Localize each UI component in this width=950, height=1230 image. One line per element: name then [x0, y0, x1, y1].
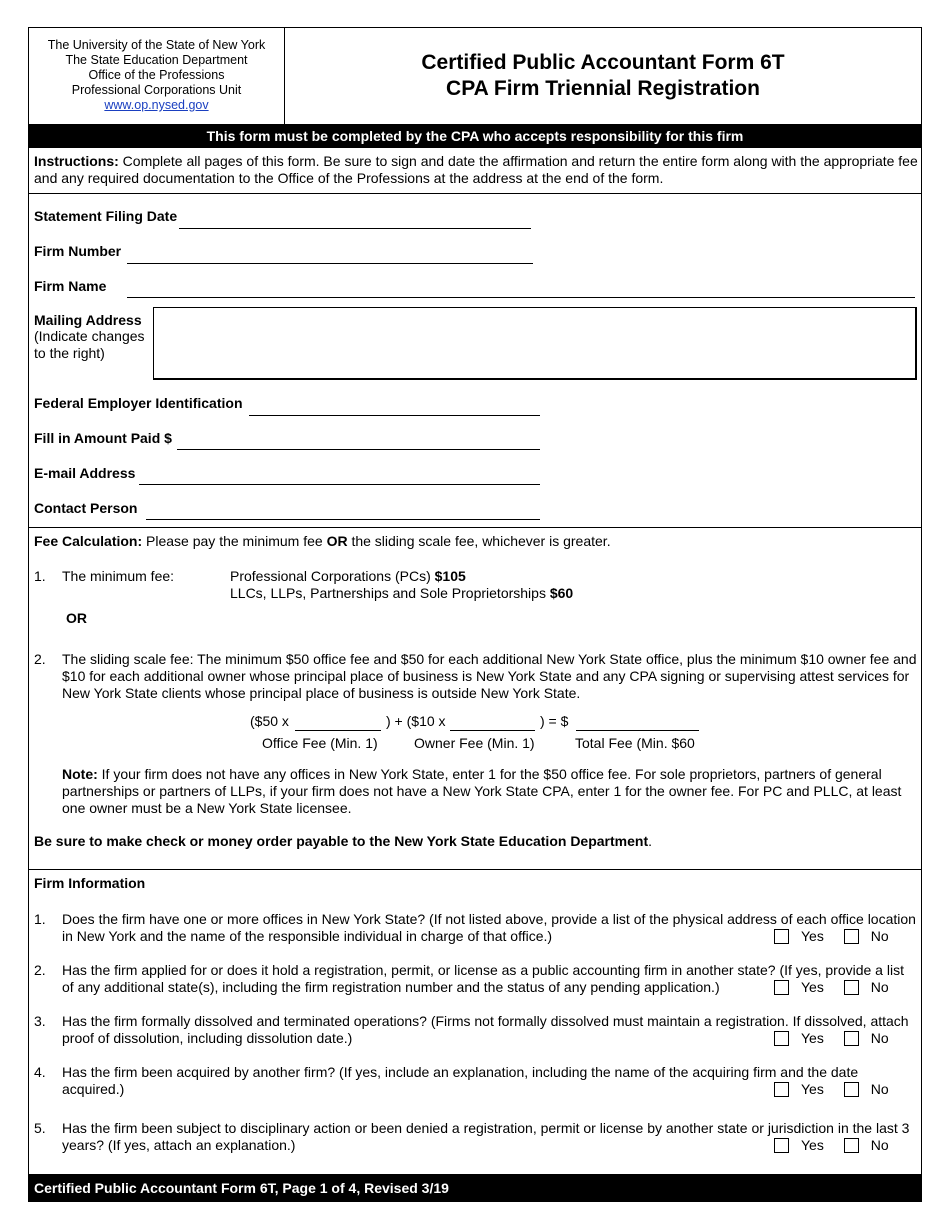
firm-number-label: Firm Number [34, 243, 122, 259]
llc-fee-amount: $60 [549, 585, 574, 601]
form-title [285, 28, 921, 124]
mailing-address-note: (Indicate changes [34, 328, 145, 344]
divider [29, 193, 921, 194]
fee-intro-text: the sliding scale fee, whichever is greater. [347, 533, 611, 549]
formula-owner: ) + ($10 x [386, 713, 446, 729]
question-text: of any additional state(s), including the firm registration number and the status of any pending application.) [62, 979, 720, 995]
yes-label: Yes [801, 1081, 824, 1097]
no-checkbox[interactable] [844, 1138, 859, 1153]
agency-line: Office of the Professions [88, 68, 225, 82]
email-label: E-mail Address [34, 465, 136, 481]
owner-fee-caption: Owner Fee (Min. 1) [414, 735, 535, 751]
minimum-fee-label: The minimum fee: [62, 568, 175, 584]
llc-fee-text: LLCs, LLPs, Partnerships and Sole Proprietorships [230, 585, 550, 601]
instructions [34, 153, 919, 187]
question-text: Has the firm applied for or does it hold a registration, permit, or license as a public accounting firm in another state? (If yes, provide a list [62, 962, 904, 978]
fee-note [62, 766, 918, 817]
question-number: 2. [34, 962, 46, 978]
question-text: Has the firm been subject to disciplinary action or been denied a registration, permit or license by another state or jurisdiction in the last 3 [62, 1120, 910, 1136]
payable-bold: Be sure to make check or money order payable to the New York State Education Department [34, 833, 649, 849]
responsibility-banner: This form must be completed by the CPA who accepts responsibility for this firm [29, 124, 921, 148]
contact-person-field[interactable] [146, 519, 540, 520]
divider [29, 527, 921, 528]
yes-checkbox[interactable] [774, 1031, 789, 1046]
agency-line: The University of the State of New York [47, 38, 266, 52]
contact-person-label: Contact Person [34, 500, 138, 516]
no-checkbox[interactable] [844, 1082, 859, 1097]
no-checkbox[interactable] [844, 980, 859, 995]
llc-fee-line [230, 585, 573, 602]
agency-line: Professional Corporations Unit [71, 83, 242, 97]
fee-intro-text: Please pay the minimum fee [142, 533, 327, 549]
item-number: 1. [34, 568, 46, 584]
sliding-scale-text: The sliding scale fee: The minimum $50 office fee and $50 for each additional New York State office, plus the minimum $10 owner fee and $10 for each additional owner whose principal place of business is New York State and any CPA signing or supervising attest services for New York State clients whose principal place of business is outside New York State. [62, 651, 917, 701]
fee-intro-or: OR [326, 533, 348, 549]
statement-filing-date-label: Statement Filing Date [34, 208, 178, 224]
firm-name-label: Firm Name [34, 278, 107, 294]
no-checkbox[interactable] [844, 929, 859, 944]
no-checkbox[interactable] [844, 1031, 859, 1046]
formula-office: ($50 x [250, 713, 289, 729]
question-text: in New York and the name of the responsible individual in charge of that office.) [62, 928, 553, 944]
office-count-field[interactable] [295, 730, 381, 731]
note-label: Note: [62, 766, 98, 782]
fein-label: Federal Employer Identification [34, 395, 243, 411]
website-link[interactable]: www.op.nysed.gov [104, 98, 209, 112]
title-line-2: CPA Firm Triennial Registration [446, 77, 760, 100]
yes-label: Yes [801, 979, 824, 995]
yes-checkbox[interactable] [774, 980, 789, 995]
fee-calculation-intro [34, 533, 611, 550]
no-label: No [870, 979, 889, 995]
amount-paid-label: Fill in Amount Paid $ [34, 430, 172, 446]
note-text: If your firm does not have any offices in New York State, enter 1 for the $50 office fee. For sole proprietors, partners of general partnerships or partners of LLPs, if your firm does not have a New York State CPA, enter 1 for the owner fee. For PC and PLLC, at least one owner must be a New York State licensee. [62, 766, 902, 816]
yes-label: Yes [801, 1030, 824, 1046]
pc-fee-line [230, 568, 466, 585]
yes-no-group [774, 928, 889, 944]
no-label: No [870, 1081, 889, 1097]
firm-number-field[interactable] [127, 263, 533, 264]
item-number: 2. [34, 651, 46, 667]
form-page [28, 27, 922, 1202]
page-footer: Certified Public Accountant Form 6T, Page 1 of 4, Revised 3/19 [29, 1174, 921, 1202]
total-fee-caption: Total Fee (Min. $60 [575, 735, 695, 751]
question-text: Does the firm have one or more offices in New York State? (If not listed above, provide a list of the physical address of each office location [62, 911, 916, 927]
question-text: acquired.) [62, 1081, 125, 1097]
yes-checkbox[interactable] [774, 1138, 789, 1153]
question-text: proof of dissolution, including dissolution date.) [62, 1030, 353, 1046]
yes-no-group [774, 1081, 889, 1097]
yes-checkbox[interactable] [774, 929, 789, 944]
question-number: 3. [34, 1013, 46, 1029]
question-number: 5. [34, 1120, 46, 1136]
formula-total: ) = $ [540, 713, 569, 729]
mailing-address-label: Mailing Address [34, 312, 142, 328]
agency-block [29, 28, 285, 124]
question-number: 4. [34, 1064, 46, 1080]
divider [29, 869, 921, 870]
yes-no-group [774, 1137, 889, 1153]
yes-no-group [774, 979, 889, 995]
instructions-label: Instructions: [34, 153, 119, 169]
fee-calculation-heading: Fee Calculation: [34, 533, 143, 549]
mailing-address-box[interactable] [153, 307, 917, 380]
question-text: years? (If yes, attach an explanation.) [62, 1137, 296, 1153]
no-label: No [870, 1137, 889, 1153]
payable-end: . [648, 833, 652, 849]
question-number: 1. [34, 911, 46, 927]
instructions-text: Complete all pages of this form. Be sure to sign and date the affirmation and return the entire form along with the appropriate fee and any required documentation to the Office of the Professions at the address at the end of the form. [34, 153, 918, 186]
total-fee-field[interactable] [576, 730, 699, 731]
yes-label: Yes [801, 1137, 824, 1153]
firm-name-field[interactable] [127, 297, 915, 298]
no-label: No [870, 928, 889, 944]
or-label: OR [66, 610, 87, 626]
amount-paid-field[interactable] [177, 449, 540, 450]
email-field[interactable] [139, 484, 540, 485]
pc-fee-text: Professional Corporations (PCs) [230, 568, 435, 584]
owner-count-field[interactable] [450, 730, 535, 731]
office-fee-caption: Office Fee (Min. 1) [262, 735, 378, 751]
pc-fee-amount: $105 [434, 568, 466, 584]
payable-note [34, 833, 652, 850]
statement-filing-date-field[interactable] [179, 228, 531, 229]
no-label: No [870, 1030, 889, 1046]
yes-no-group [774, 1030, 889, 1046]
title-line-1: Certified Public Accountant Form 6T [421, 51, 785, 74]
question-text: Has the firm been acquired by another firm? (If yes, include an explanation, including the name of the acquiring firm and the date [62, 1064, 859, 1080]
yes-checkbox[interactable] [774, 1082, 789, 1097]
question-text: Has the firm formally dissolved and terminated operations? (Firms not formally dissolved must maintain a registration. If dissolved, attach [62, 1013, 909, 1029]
mailing-address-note: to the right) [34, 345, 105, 361]
fein-field[interactable] [249, 415, 540, 416]
firm-information-heading: Firm Information [34, 875, 146, 891]
agency-line: The State Education Department [65, 53, 248, 67]
yes-label: Yes [801, 928, 824, 944]
